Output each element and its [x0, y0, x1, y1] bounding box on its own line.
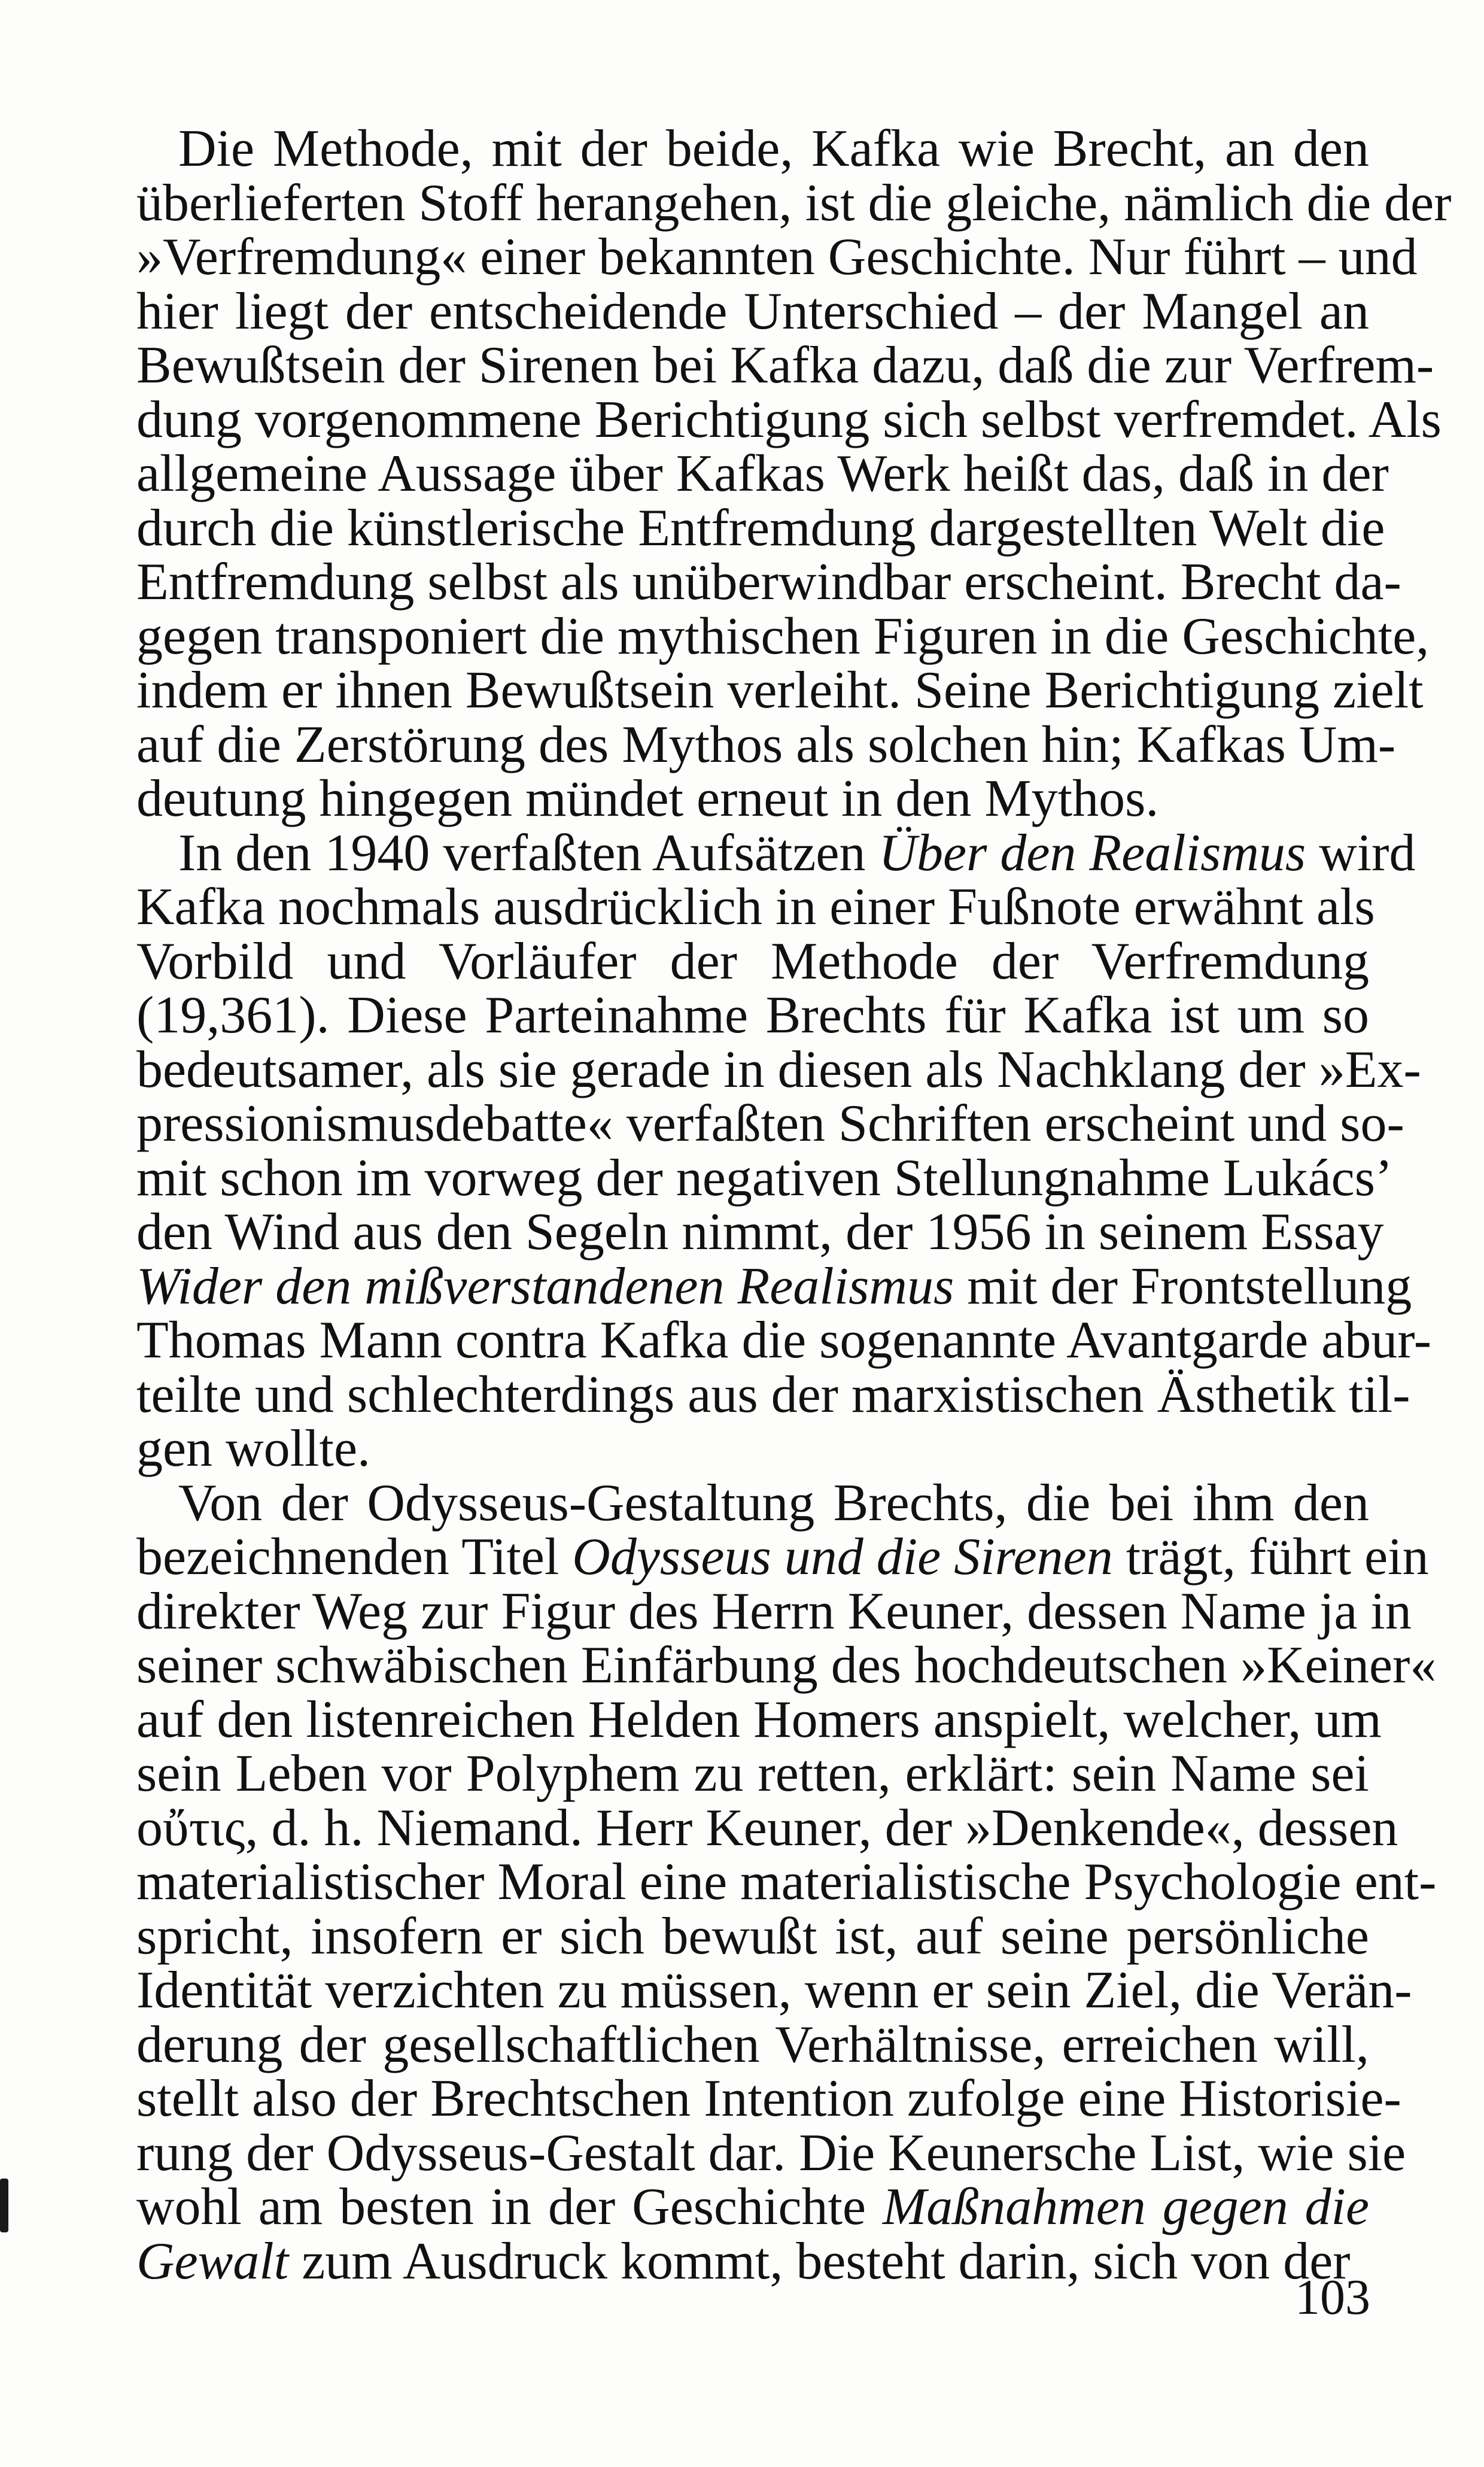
text-line: durch die künstlerische Entfremdung dargestellten Welt die	[136, 499, 1385, 557]
text-line: auf die Zerstörung des Mythos als solchen hin; Kafkas Um-	[136, 715, 1396, 774]
text-line: gen wollte.	[136, 1420, 371, 1478]
text-line: derung der gesellschaftlichen Verhältnisse, erreichen will,	[136, 2015, 1369, 2074]
text-line: den Wind aus den Segeln nimmt, der 1956 in seinem Essay	[136, 1203, 1384, 1261]
text-line: Vorbild und Vorläufer der Methode der Verfremdung	[136, 932, 1369, 991]
text-line: Identität verzichten zu müssen, wenn er sein Ziel, die Verän-	[136, 1961, 1412, 2019]
text-line: sein Leben vor Polyphem zu retten, erklärt: sein Name sei	[136, 1745, 1369, 1803]
text-line: bedeutsamer, als sie gerade in diesen als Nachklang der »Ex-	[136, 1040, 1421, 1099]
body-text	[136, 120, 1452, 2290]
text-line: Bewußtsein der Sirenen bei Kafka dazu, daß die zur Verfrem-	[136, 336, 1434, 394]
text-line: teilte und schlechterdings aus der marxistischen Ästhetik til-	[136, 1365, 1410, 1424]
text-line: Von der Odysseus-Gestaltung Brechts, die bei ihm den	[178, 1473, 1369, 1532]
text-line: seiner schwäbischen Einfärbung des hochdeutschen »Keiner«	[136, 1636, 1437, 1694]
text-line: allgemeine Aussage über Kafkas Werk heißt das, daß in der	[136, 445, 1389, 503]
paragraph	[136, 1473, 1437, 2290]
text-line: »Verfremdung« einer bekannten Geschichte. Nur führt – und	[136, 228, 1418, 286]
text-line: Thomas Mann contra Kafka die sogenannte Avantgarde abur-	[136, 1311, 1432, 1369]
text-line: spricht, insofern er sich bewußt ist, auf seine persönliche	[136, 1907, 1369, 1965]
text-line: Die Methode, mit der beide, Kafka wie Brecht, an den	[178, 120, 1369, 178]
text-line: materialistischer Moral eine materialistische Psychologie ent-	[136, 1853, 1437, 1911]
text-line: überlieferten Stoff herangehen, ist die gleiche, nämlich die der	[136, 174, 1452, 232]
text-line: wohl am besten in der Geschichte Maßnahmen gegen die	[136, 2178, 1369, 2236]
text-line: rung der Odysseus-Gestalt dar. Die Keunersche List, wie sie	[136, 2123, 1406, 2182]
text-line: (19,361). Diese Parteinahme Brechts für Kafka ist um so	[136, 986, 1369, 1044]
text-line: gegen transponiert die mythischen Figuren in die Geschichte,	[136, 607, 1430, 666]
text-line: mit schon im vorweg der negativen Stellungnahme Lukács’	[136, 1149, 1393, 1207]
scan-margin-mark	[0, 2179, 8, 2232]
text-line: direkter Weg zur Figur des Herrn Keuner, dessen Name ja in	[136, 1582, 1412, 1640]
text-line: bezeichnenden Titel Odysseus und die Sirenen trägt, führt ein	[136, 1528, 1429, 1586]
text-line: Gewalt zum Ausdruck kommt, besteht darin, sich von der	[136, 2232, 1351, 2290]
text-line: deutung hingegen mündet erneut in den Mythos.	[136, 770, 1159, 828]
page-number: 103	[1295, 2269, 1370, 2325]
text-line: Kafka nochmals ausdrücklich in einer Fußnote erwähnt als	[136, 878, 1375, 936]
text-line: οὔτις, d. h. Niemand. Herr Keuner, der »Denkende«, dessen	[136, 1798, 1398, 1857]
text-line: indem er ihnen Bewußtsein verleiht. Seine Berichtigung zielt	[136, 661, 1424, 719]
paragraph	[136, 120, 1452, 828]
text-line: dung vorgenommene Berichtigung sich selbst verfremdet. Als	[136, 390, 1442, 449]
text-line: pressionismusdebatte« verfaßten Schriften erscheint und so-	[136, 1095, 1404, 1153]
text-line: Entfremdung selbst als unüberwindbar erscheint. Brecht da-	[136, 553, 1401, 611]
text-line: hier liegt der entscheidende Unterschied – der Mangel an	[136, 282, 1369, 341]
paragraph	[136, 824, 1432, 1478]
text-line: auf den listenreichen Helden Homers anspielt, welcher, um	[136, 1690, 1382, 1749]
text-line: Wider den mißverstandenen Realismus mit der Frontstellung	[136, 1257, 1412, 1315]
text-line: In den 1940 verfaßten Aufsätzen Über den Realismus wird	[178, 824, 1416, 882]
text-line: stellt also der Brechtschen Intention zufolge eine Historisie-	[136, 2070, 1401, 2128]
